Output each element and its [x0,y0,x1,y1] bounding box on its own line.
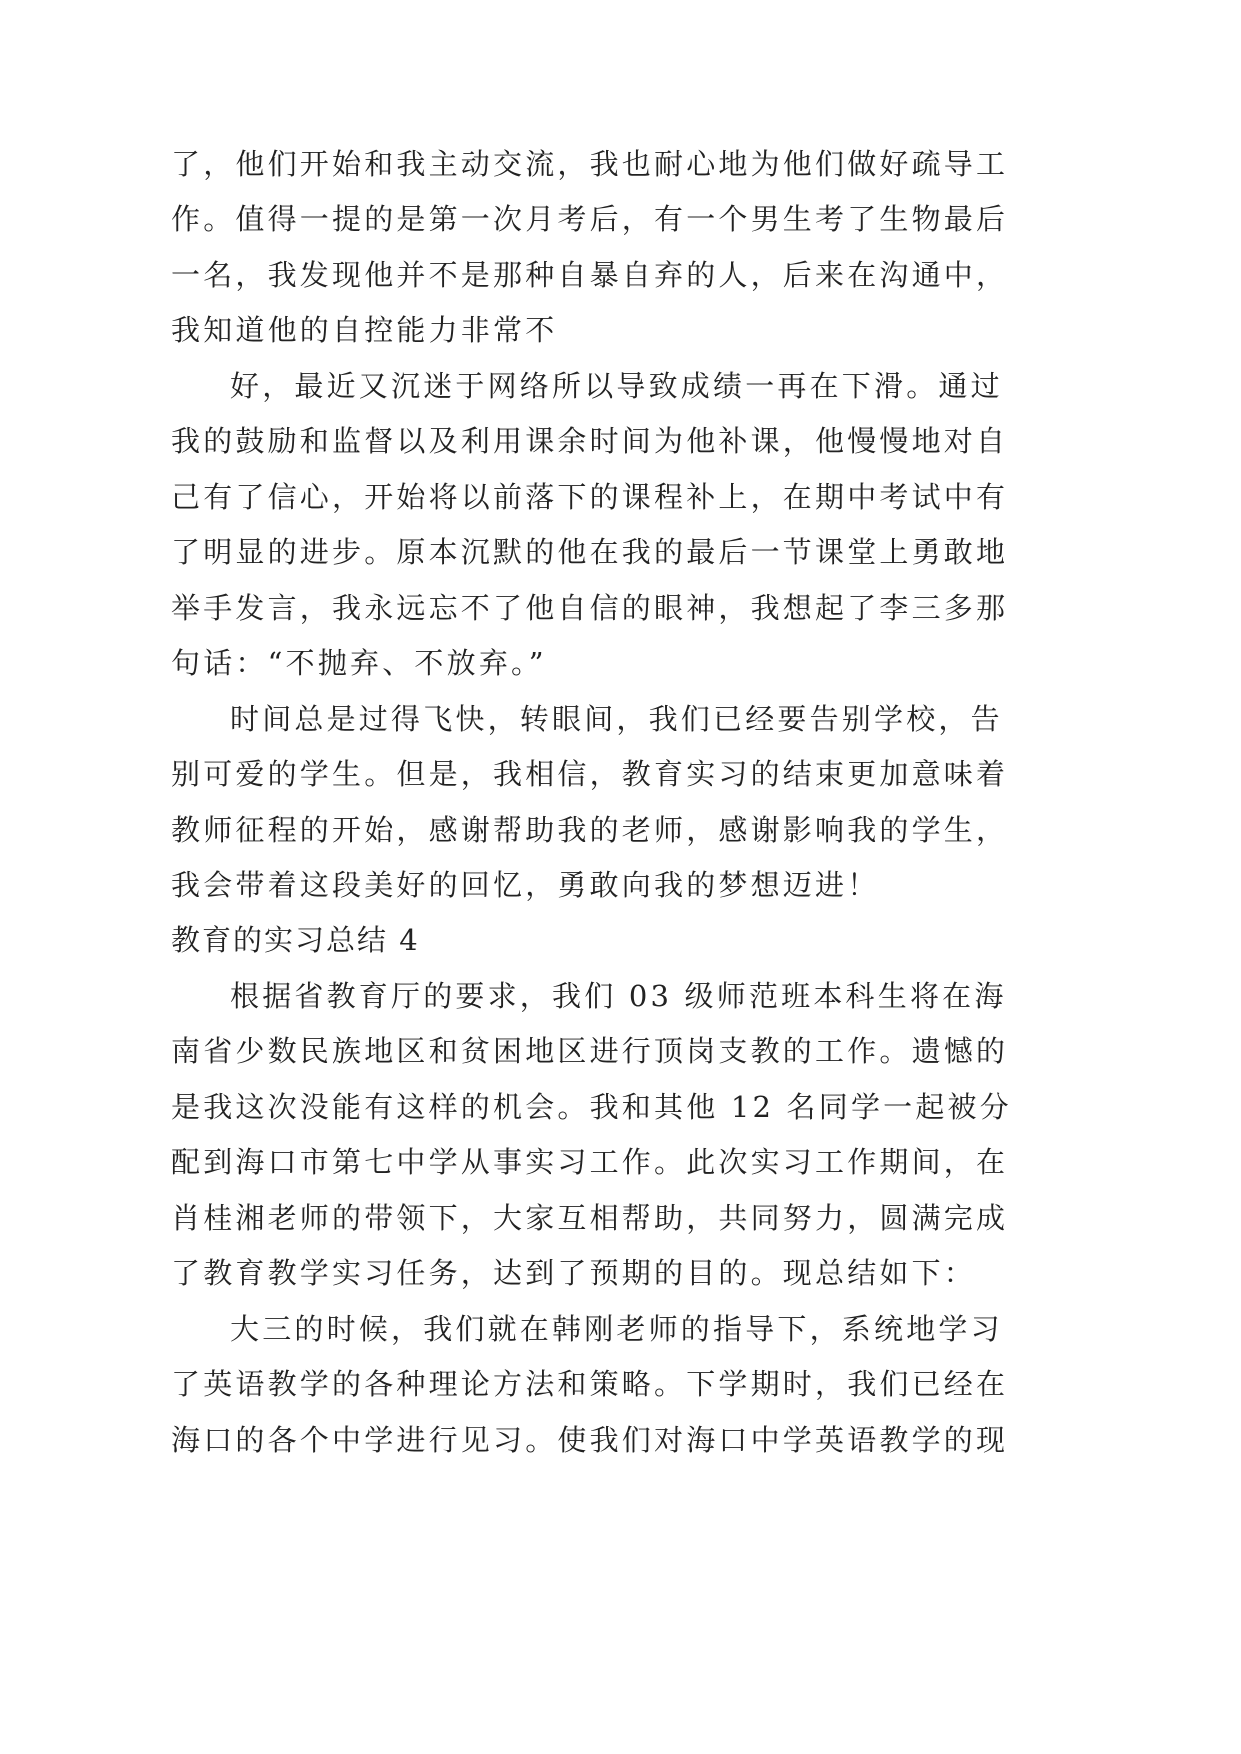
paragraph-first-line: 好，最近又沉迷于网络所以导致成绩一再在下滑。通过 [230,369,1003,403]
text-line: 举手发言，我永远忘不了他自信的眼神，我想起了李三多那 [171,591,1009,625]
text-line: 句话：“不抛弃、不放弃。” [171,646,547,680]
text-line: 了明显的进步。原本沉默的他在我的最后一节课堂上勇敢地 [171,535,1009,569]
text-line: 我会带着这段美好的回忆，勇敢向我的梦想迈进！ [171,868,880,902]
text-line: 别可爱的学生。但是，我相信，教育实习的结束更加意味着 [171,757,1009,791]
text-line: 肖桂湘老师的带领下，大家互相帮助，共同努力，圆满完成 [171,1201,1009,1235]
text-line: 己有了信心，开始将以前落下的课程补上，在期中考试中有 [171,480,1009,514]
section-heading: 教育的实习总结 4 [171,923,420,957]
paragraph-first-line: 根据省教育厅的要求，我们 03 级师范班本科生将在海 [230,979,1007,1013]
text-line: 了教育教学实习任务，达到了预期的目的。现总结如下： [171,1256,977,1290]
text-line: 我知道他的自控能力非常不 [171,313,558,347]
text-line: 了，他们开始和我主动交流，我也耐心地为他们做好疏导工 [171,147,1009,181]
text-line: 我的鼓励和监督以及利用课余时间为他补课，他慢慢地对自 [171,424,1009,458]
text-line: 是我这次没能有这样的机会。我和其他 12 名同学一起被分 [171,1090,1012,1124]
text-line: 作。值得一提的是第一次月考后，有一个男生考了生物最后 [171,202,1009,236]
text-line: 海口的各个中学进行见习。使我们对海口中学英语教学的现 [171,1423,1009,1457]
paragraph-first-line: 时间总是过得飞快，转眼间，我们已经要告别学校，告 [230,702,1003,736]
text-line: 一名，我发现他并不是那种自暴自弃的人，后来在沟通中， [171,258,1009,292]
text-line: 配到海口市第七中学从事实习工作。此次实习工作期间，在 [171,1145,1009,1179]
text-line: 了英语教学的各种理论方法和策略。下学期时，我们已经在 [171,1367,1009,1401]
text-line: 南省少数民族地区和贫困地区进行顶岗支教的工作。遗憾的 [171,1034,1009,1068]
text-line: 教师征程的开始，感谢帮助我的老师，感谢影响我的学生， [171,813,1009,847]
paragraph-first-line: 大三的时候，我们就在韩刚老师的指导下，系统地学习 [230,1312,1003,1346]
